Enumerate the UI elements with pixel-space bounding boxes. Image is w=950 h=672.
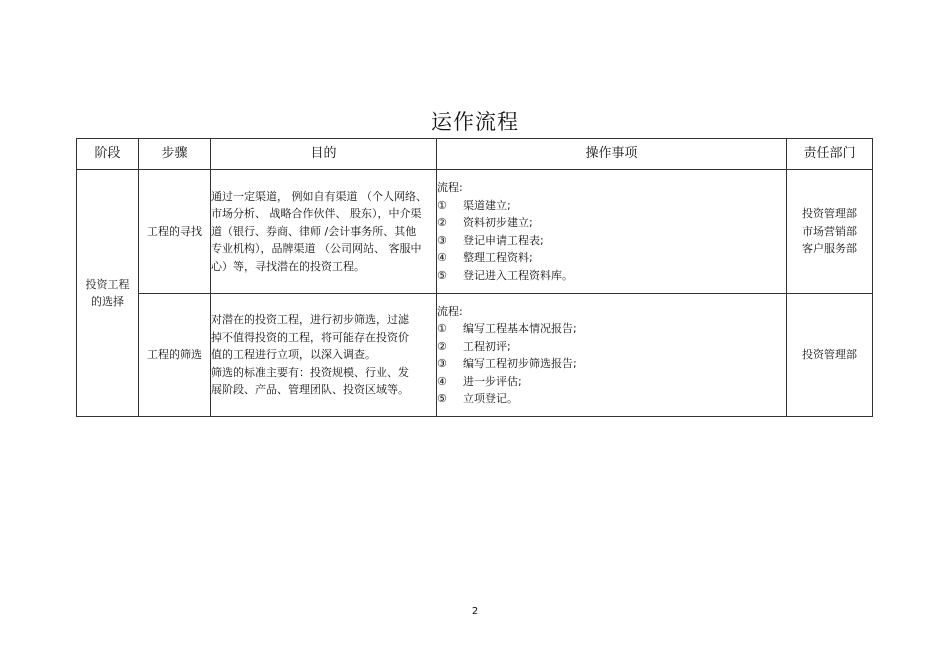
item-number: ⑤ <box>437 392 447 405</box>
header-purpose: 目的 <box>211 139 437 170</box>
operations-cell <box>437 294 787 417</box>
table-row <box>77 294 873 417</box>
operations-heading: 流程: <box>437 304 463 318</box>
process-table <box>76 138 873 417</box>
item-text: 渠道建立; <box>463 198 511 212</box>
item-text: 编写工程初步筛选报告; <box>463 357 577 370</box>
purpose-cell <box>211 170 437 294</box>
item-text: 登记申请工程表; <box>463 233 544 247</box>
list-item <box>437 320 786 338</box>
item-number: ⑤ <box>437 268 447 282</box>
item-text: 整理工程资料; <box>463 251 533 264</box>
item-number: ① <box>437 198 447 212</box>
purpose-line: 心）等，寻找潜在的投资工程。 <box>211 259 365 273</box>
item-text: 编写工程基本情况报告; <box>463 322 577 335</box>
page-number: 2 <box>471 606 479 617</box>
department-name: 市场营销部 <box>802 224 857 238</box>
table-row <box>77 170 873 294</box>
header-department: 责任部门 <box>787 139 873 170</box>
stage-line: 投资工程 <box>85 277 130 291</box>
purpose-line: 专业机构），品牌渠道 （公司网站、 客服中 <box>211 242 422 256</box>
stage-cell <box>77 170 139 417</box>
item-number: ② <box>437 339 447 353</box>
step-cell: 工程的寻找 <box>139 170 211 294</box>
item-number: ② <box>437 216 447 229</box>
purpose-line: 对潜在的投资工程，进行初步筛选，过滤 <box>211 313 409 327</box>
item-number: ④ <box>437 374 447 388</box>
purpose-line: 展阶段、产品、管理团队、投资区域等。 <box>211 383 409 397</box>
department-name: 投资管理部 <box>802 207 857 221</box>
department-name: 客户服务部 <box>802 242 857 256</box>
stage-line: 的选择 <box>91 295 124 308</box>
department-name: 投资管理部 <box>802 348 857 362</box>
list-item <box>437 338 786 356</box>
header-step: 步骤 <box>139 139 211 170</box>
item-text: 登记进入工程资料库。 <box>463 268 573 282</box>
list-item <box>437 197 786 215</box>
item-number: ① <box>437 322 447 335</box>
list-item <box>437 390 786 408</box>
department-cell <box>787 294 873 417</box>
purpose-line: 通过一定渠道， 例如自有渠道 （个人网络、 <box>211 189 427 203</box>
table-header-row <box>77 139 873 170</box>
item-number: ③ <box>437 233 447 247</box>
header-stage: 阶段 <box>77 139 139 170</box>
list-item <box>437 249 786 267</box>
purpose-line: 道（银行、券商、律师 /会计事务所、其他 <box>211 224 417 238</box>
header-operations: 操作事项 <box>437 139 787 170</box>
list-item <box>437 355 786 373</box>
purpose-line: 筛选的标准主要有：投资规模、行业、发 <box>211 365 409 379</box>
list-item <box>437 232 786 250</box>
step-cell: 工程的筛选 <box>139 294 211 417</box>
operations-cell <box>437 170 787 294</box>
item-number: ④ <box>437 251 447 264</box>
purpose-line: 市场分析、 战略合作伙伴、 股东），中介渠 <box>211 207 422 221</box>
item-text: 进一步评估; <box>463 374 522 388</box>
item-text: 资料初步建立; <box>463 216 533 229</box>
list-item <box>437 373 786 391</box>
item-text: 立项登记。 <box>463 392 518 405</box>
purpose-line: 掉不值得投资的工程，将可能存在投资价 <box>211 330 409 344</box>
operations-heading: 流程: <box>437 181 463 194</box>
item-text: 工程初评; <box>463 339 511 353</box>
item-number: ③ <box>437 357 447 370</box>
page-title: 运作流程 <box>431 110 519 134</box>
purpose-line: 值的工程进行立项，以深入调查。 <box>211 348 376 362</box>
list-item <box>437 267 786 285</box>
purpose-cell <box>211 294 437 417</box>
department-cell <box>787 170 873 294</box>
list-item <box>437 214 786 232</box>
